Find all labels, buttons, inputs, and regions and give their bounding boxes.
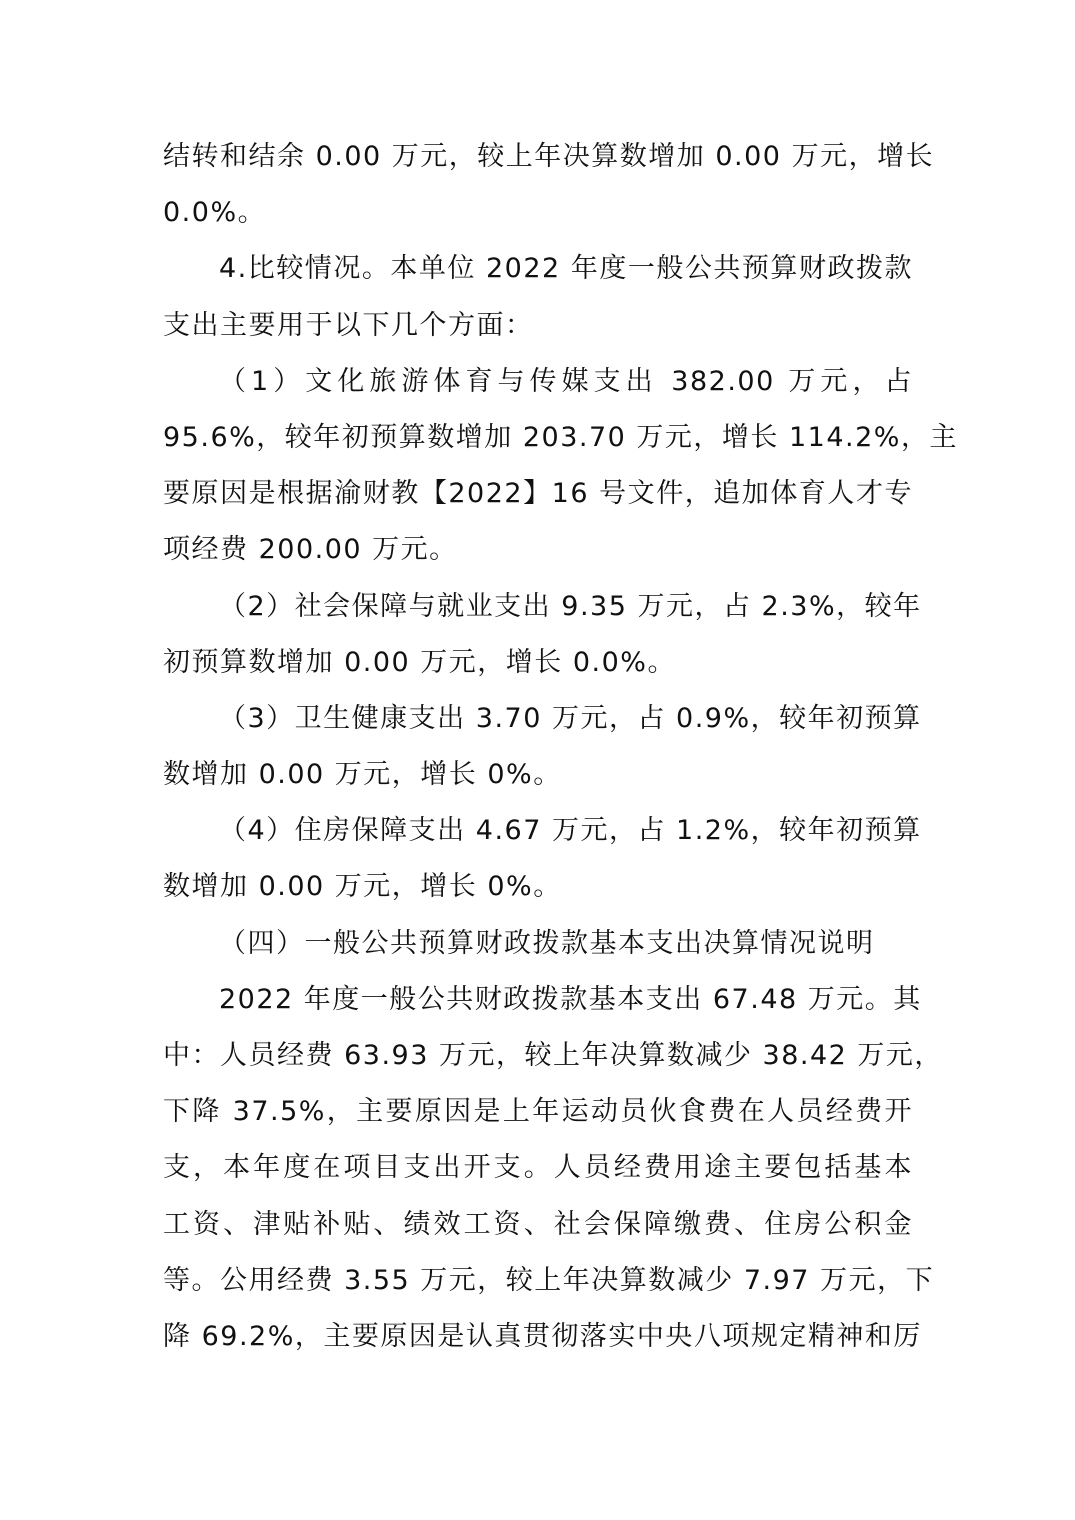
paragraph-line: 中：人员经费 63.93 万元，较上年决算数减少 38.42 万元， xyxy=(163,1040,943,1071)
paragraph-line: 支，本年度在项目支出开支。人员经费用途主要包括基本 xyxy=(163,1152,913,1184)
item-4-line: （4）住房保障支出 4.67 万元，占 1.2%，较年初预算 xyxy=(219,815,922,847)
paragraph-line: 95.6%，较年初预算数增加 203.70 万元，增长 114.2%，主 xyxy=(163,421,958,453)
item-1-line: （1）文化旅游体育与传媒支出 382.00 万元，占 xyxy=(219,365,913,397)
paragraph-line: 支出主要用于以下几个方面： xyxy=(163,309,534,341)
paragraph-line: 数增加 0.00 万元，增长 0%。 xyxy=(163,871,562,903)
paragraph-line: 数增加 0.00 万元，增长 0%。 xyxy=(163,759,562,791)
paragraph-line: 降 69.2%，主要原因是认真贯彻落实中央八项规定精神和厉 xyxy=(163,1320,922,1352)
item-3-line: （3）卫生健康支出 3.70 万元，占 0.9%，较年初预算 xyxy=(219,702,922,734)
paragraph-line: 下降 37.5%，主要原因是上年运动员伙食费在人员经费开 xyxy=(163,1096,913,1128)
comparison-intro-line: 4.比较情况。本单位 2022 年度一般公共预算财政拨款 xyxy=(219,253,913,285)
paragraph-line: 项经费 200.00 万元。 xyxy=(163,534,458,566)
item-2-line: （2）社会保障与就业支出 9.35 万元，占 2.3%，较年 xyxy=(219,590,922,622)
paragraph-line: 结转和结余 0.00 万元，较上年决算数增加 0.00 万元，增长 xyxy=(163,141,935,172)
paragraph-line: 0.0%。 xyxy=(163,197,267,229)
section-heading: （四）一般公共预算财政拨款基本支出决算情况说明 xyxy=(219,927,875,959)
basic-expenditure-line: 2022 年度一般公共财政拨款基本支出 67.48 万元。其 xyxy=(219,983,922,1015)
document-page xyxy=(163,129,958,1365)
paragraph-line: 要原因是根据渝财教【2022】16 号文件，追加体育人才专 xyxy=(163,478,913,510)
paragraph-line: 初预算数增加 0.00 万元，增长 0.0%。 xyxy=(163,646,676,678)
paragraph-line: 工资、津贴补贴、绩效工资、社会保障缴费、住房公积金 xyxy=(163,1208,913,1240)
paragraph-line: 等。公用经费 3.55 万元，较上年决算数减少 7.97 万元，下 xyxy=(163,1264,935,1296)
